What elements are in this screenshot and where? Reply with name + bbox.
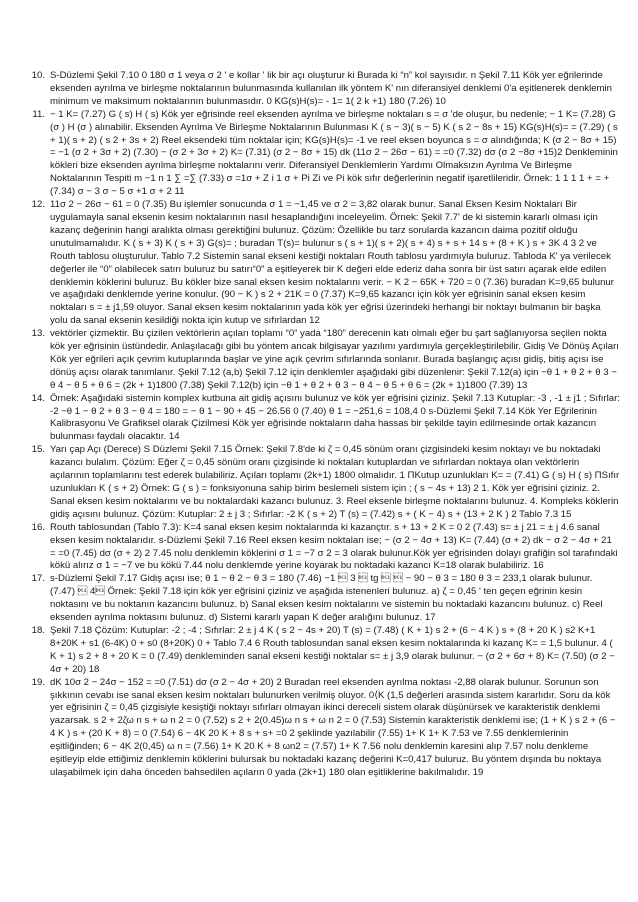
list-item [20,199,620,328]
item-text: − 1 K= (7.27) G ( s) H ( s) Kök yer eğrisinde reel eksenden ayrılma ve birleşme noktaları s = σ 'de oluşur, bu nedenle; − 1 K= (7.28) G (σ ) H (σ ) alınabilir. Eksenden Ayrılma Ve Birleşme Noktalarının Bulunması K ( s − 3)( s − 5) K ( s 2 − 8s + 15) KG(s)H(s)= = (7.29) ( s + 1)( s + 2) ( s 2 + 3s + 2) Reel eksendeki tüm noktalar için; KG(s)H(s)= -1 ve reel eksen boyunca s = σ alındığında; K (σ 2 − 8σ + 15) = −1 (σ 2 + 3σ + 2) (7.30) − (σ 2 + 3σ + 2) K= (7.31) (σ 2 − 8σ + 15) dk (11σ 2 − 26σ − 61) = =0 (7.32) dσ (σ 2 −8σ +15)2 Denkleminin kökleri bize eksenden ayrılma birleşme noktalarını verir. Diferansiyel Denklemlerin Yardımı Olmaksızın Ayrılma Ve Birleşme Noktalarının Tespiti m −1 n 1 ∑ =∑ (7.33) σ =1σ + Z i 1 σ + Pi Zi ve Pi kök sıfır değerlerinin negatif işaretlileridir. Örnek: 1 1 1 1 + = + (7.34) σ − 3 σ − 5 σ +1 σ + 2 11 [50,108,618,198]
item-number: 14. [31,392,45,404]
item-number: 12. [31,199,45,211]
item-text: Şekil 7.18 Çözüm: Kutuplar: -2 ; -4 ; Sıfırlar: 2 ± j 4 K ( s 2 − 4s + 20) T (s) = (7.48) ( K + 1) s 2 + (6 − 4 K ) s + (8 + 20 K ) s2 K+1 8+20K + s1 (6-4K) 0 + s0 (8+20K) 0 + Tablo 7.4 6 Routh tablosundan sanal eksen kesim noktalarında ki kazanç K= = 1,5 bulunur. 4 ( K + 1) s 2 + 8 + 20 K = 0 (7.49) denkleminden sanal ekseni kestiği noktalar s= ± j 3,9 olarak bulunur. − (σ 2 + 6σ + 8) K= (7.50) (σ 2 − 4σ + 20) 18 [50,624,615,675]
list-item [20,625,620,677]
list-item [20,109,620,199]
item-number: 17. [31,573,45,585]
item-number: 10. [31,70,45,81]
item-text: s-Düzlemi Şekil 7.17 Gidiş açısı ise; θ 1 − θ 2 − θ 3 = 180 (7.46) −1  3  tg   − 90 − θ 3 = 180 θ 3 = 233,1 olarak bulunur. (7.47)  4 Örnek: Şekil 7.18 için kök yer eğrisini çiziniz ve aşağıda istenenleri bulunuz. a) ζ = 0,45 ' ten geçen eğrinin kesin noktasını ve bu noktanın kazancını bulunuz. b) Sanal eksen kesim noktalarını ve sistemin bu noktadaki kazancını bulunuz. c) Reel eksenden ayrılma noktasını bulunuz. d) Sistemi kararlı yapan K değer aralığını bulunuz. 17 [50,573,603,624]
item-text: Örnek: Aşağıdaki sistemin komplex kutbuna ait gidiş açısını bulunuz ve kök yer eğrisini çiziniz. Şekil 7.13 Kutuplar: -3 , -1 ± j1 ; Sıfırlar: -2 −θ 1 − θ 2 + θ 3 − θ 4 = 180 = − θ 1 − 90 + 45 − 26.56 0 (7.40) θ 1 = −251,6 = 108,4 0 s-Düzlemi Şekil 7.14 Kök Yer Eğrilerinin Kalibrasyonu Ve Grafiksel olarak Çizilmesi Kök yer eğrisinde noktaların daha hassas bir şekilde tayin edilmesinde ortak kazancın bulunması faydalı olacaktır. 14 [50,392,620,443]
item-text: Yarı çap Açı (Derece) S Düzlemi Şekil 7.15 Örnek: Şekil 7.8'de ki ζ = 0,45 sönüm oranı çizgisindeki kesim noktayı ve bu noktadaki kazancı bulalım. Çözüm: Eğer ζ = 0,45 sönüm oranı çizgisinde ki noktaları kutuplardan ve sıfırlardan noktaya olan vektörlerin açılarının toplamlarını test ederek bulabiliriz. Açıları toplamı (2k+1) 1800 olmalıdır. 1 ΠKutup uzunlukları K= = (7.41) G ( s) H ( s) ΠSıfır uzunlukları K ( s + 2) Örnek: G ( s ) = fonksiyonuna sahip birim beslemeli sistem için ; ( s − 4s + 13) 2 1. Kök yer eğrisini çiziniz. 2. Sanal eksen kesim noktalarını ve bu noktalardaki kazancı bulunuz. 3. Reel eksenle birleşme noktalarını bulunuz. 4. Kompleks köklerin gidiş açısını bulunuz. Çözüm: Kutuplar: 2 ± j 3 ; Sıfırlar: -2 K ( s + 2) T (s) = (7.42) s + ( K − 4) s + (13 + 2 K ) 2 Tablo 7.3 15 [50,444,620,520]
item-text: dK 10σ 2 − 24σ − 152 = =0 (7.51) dσ (σ 2 − 4σ + 20) 2 Buradan reel eksenden ayrılma noktası -2,88 olarak bulunur. Sorunun son şıkkının cevabı ise sanal eksen kesim noktaları bulunurken verilmiş oluyor. 0⟨K (1,5 değerleri arasında sistem kararlıdır. Soru da kök yer eğrisinin ζ = 0,45 çizgisiyle kesiştiği noktayı sıfırları olmayan ikinci dereceli sistem olarak düşünürsek ve karakteristik denklemi yazarsak. s 2 + 2ζω n s + ω n 2 = 0 (7.52) s 2 + 2(0.45)ω n s + ω n 2 = 0 (7.53) Sistemin karakteristik denklemi ise; (1 + K ) s 2 + (6 − 4 K ) s + (20 K + 8) = 0 (7.54) 6 − 4K 20 K + 8 s + s+ =0 2 şeklinde yazılabilir (7.55) 1+ K 1+ K 7.53 ve 7.55 denklemlerinin eşitliğinden; 6 − 4K 2(0,45) ω n = (7.56) 1+ K 20 K + 8 ωn2 = (7.57) 1+ K 7.56 nolu denklemin karesini alıp 7.57 nolu denkleme eşitleyip elde ettiğimiz denklemin köklerini bulursak bu noktadaki kazanç değerini K=0,417 buluruz. Bu yöntem dışında bu noktaya ulaşabilmek için daha önceden bahsedilen açıların 0 yada (2k+1) 180 olan eşitliklerine bakılmalıdır. 19 [50,676,616,778]
list-item [20,328,620,393]
item-number: 15. [31,444,45,456]
item-number: 19. [31,676,45,688]
list-item [20,393,620,445]
list-item [20,677,620,780]
item-text: 11σ 2 − 26σ − 61 = 0 (7.35) Bu işlemler sonucunda σ 1 = −1,45 ve σ 2 = 3,82 olarak bunur. Sanal Eksen Kesim Noktaları Bir uygulamayla sanal eksenin kesim noktalarının nasıl hesaplandığını inceleyelim. Örnek: Şekil 7.7' de ki sistemin kararlı olması için kazanç değerinin hangi aralıkta olması gerektiğini bulunuz. Çözüm: Özellikle bu tarz sorularda kazancın daima pozitif olduğu unutulmamalıdır. K ( s + 3) K ( s + 3) G(s)= ; buradan T(s)= bulunur s ( s + 1)( s + 2)( s + 4) s + s + 14 s + (8 + K ) s + 3K 4 3 2 ve Routh tablosu oluşturulur. Tablo 7.2 Sistemin sanal ekseni kestiği noktaları Routh tablosu yardımıyla buluruz. Tabloda K' ya verilecek değerler ile “0” olabilecek satırı buluruz bu satırı“0” a eşitleyerek bir K değeri elde ederiz daha sonra bir üst satırı açarak elde edilen denklemin köklerini buluruz. Bu kökler bize sanal eksen kesim noktalarını verir. − K 2 − 65K + 720 = 0 (7.36) buradan K=9,65 bulunur ve aşağıdaki denklemde yerine konulur. (90 − K ) s 2 + 21K = 0 (7.37) K=9,65 kazancı için kök yer eğrisinin sanal eksen kesim noktaları s = ± j1,59 oluyor. Sanal eksen kesim noktalarının yada kök yer eğrisi üzerindeki herhangi bir noktayı bulmanın bir başka yolu da sanal eksenin kesildiği nokta için kutup ve sıfırlardan 12 [50,199,614,327]
item-number: 16. [31,521,45,533]
item-text: vektörler çizmektir. Bu çizilen vektörlerin açıları toplamı “0” yada “180” derecenin katı olmalı eğer bu şart sağlanıyorsa seçilen nokta kök yer eğrisinin üstündedir. Anlaşılacağı gibi bu yöntem ancak bilgisayar yazılımı yardımıyla gerçekleştirilebilir. Gidiş Ve Dönüş Açıları Kök yer eğrileri açık çevrim kutuplarında başlar ve yine açık çevrim sıfırlarında sonlanır. Burada başlangıç açısı gidiş, bitiş açısı ise dönüş açısı olarak tanımlanır. Şekil 7.12 (a,b) Şekil 7.12 için denklemler aşağıdaki gibi düzenlenir: Şekil 7.12(a) için −θ 1 + θ 2 + θ 3 − θ 4 − θ 5 + θ 6 = (2k + 1)1800 (7.38) Şekil 7.12(b) için −θ 1 + θ 2 + θ 3 − θ 4 − θ 5 + θ 6 = (2k + 1)1800 (7.39) 13 [50,328,619,391]
list-item [20,444,620,521]
list-item [20,70,620,109]
item-number: 18. [31,624,45,636]
slide-text-list [20,70,620,780]
item-text: Routh tablosundan (Tablo 7.3): K=4 sanal eksen kesim noktalarında ki kazançtır. s + 13 + 2 K = 0 2 (7.43) s= ± j 21 = ± j 4.6 sanal eksen kesim noktalarıdır. s-Düzlemi Şekil 7.16 Reel eksen kesim noktaları ise; − (σ 2 − 4σ + 13) K= (7.44) (σ + 2) dk − σ 2 − 4σ + 21 = =0 (7.45) dσ (σ + 2) 2 7.45 nolu denklemin köklerini σ 1 = −7 σ 2 = 3 olarak bulunur.Kök yer eğrisinden dolayı grafiğin sol tarafındaki kökü alırız σ 1 = −7 ve bu kökü 7.44 nolu denklemde yerine koyarak bu noktadaki kazancı K=18 olarak bulabiliriz. 16 [50,521,618,572]
list-item [20,522,620,574]
item-number: 11. [32,108,45,120]
item-text: S-Düzlemi Şekil 7.10 0 180 σ 1 veya σ 2 ' e kollar ' lik bir açı oluşturur ki Burada ki “n” kol sayısıdır. n Şekil 7.11 Kök yer eğrilerinde eksenden ayrılma ve birleşme noktalarının bulunmasında kullanılan ilk yöntem K' nın diferansiyel denklemi 0'a eşitlenerek denklemin minimum ve maksimum noktalarının bulunmasıdır. 0 KG(s)H(s)= - 1= 1( 2 k +1) 180 (7.26) 10 [50,70,612,107]
list-item [20,573,620,625]
item-number: 13. [31,328,45,340]
